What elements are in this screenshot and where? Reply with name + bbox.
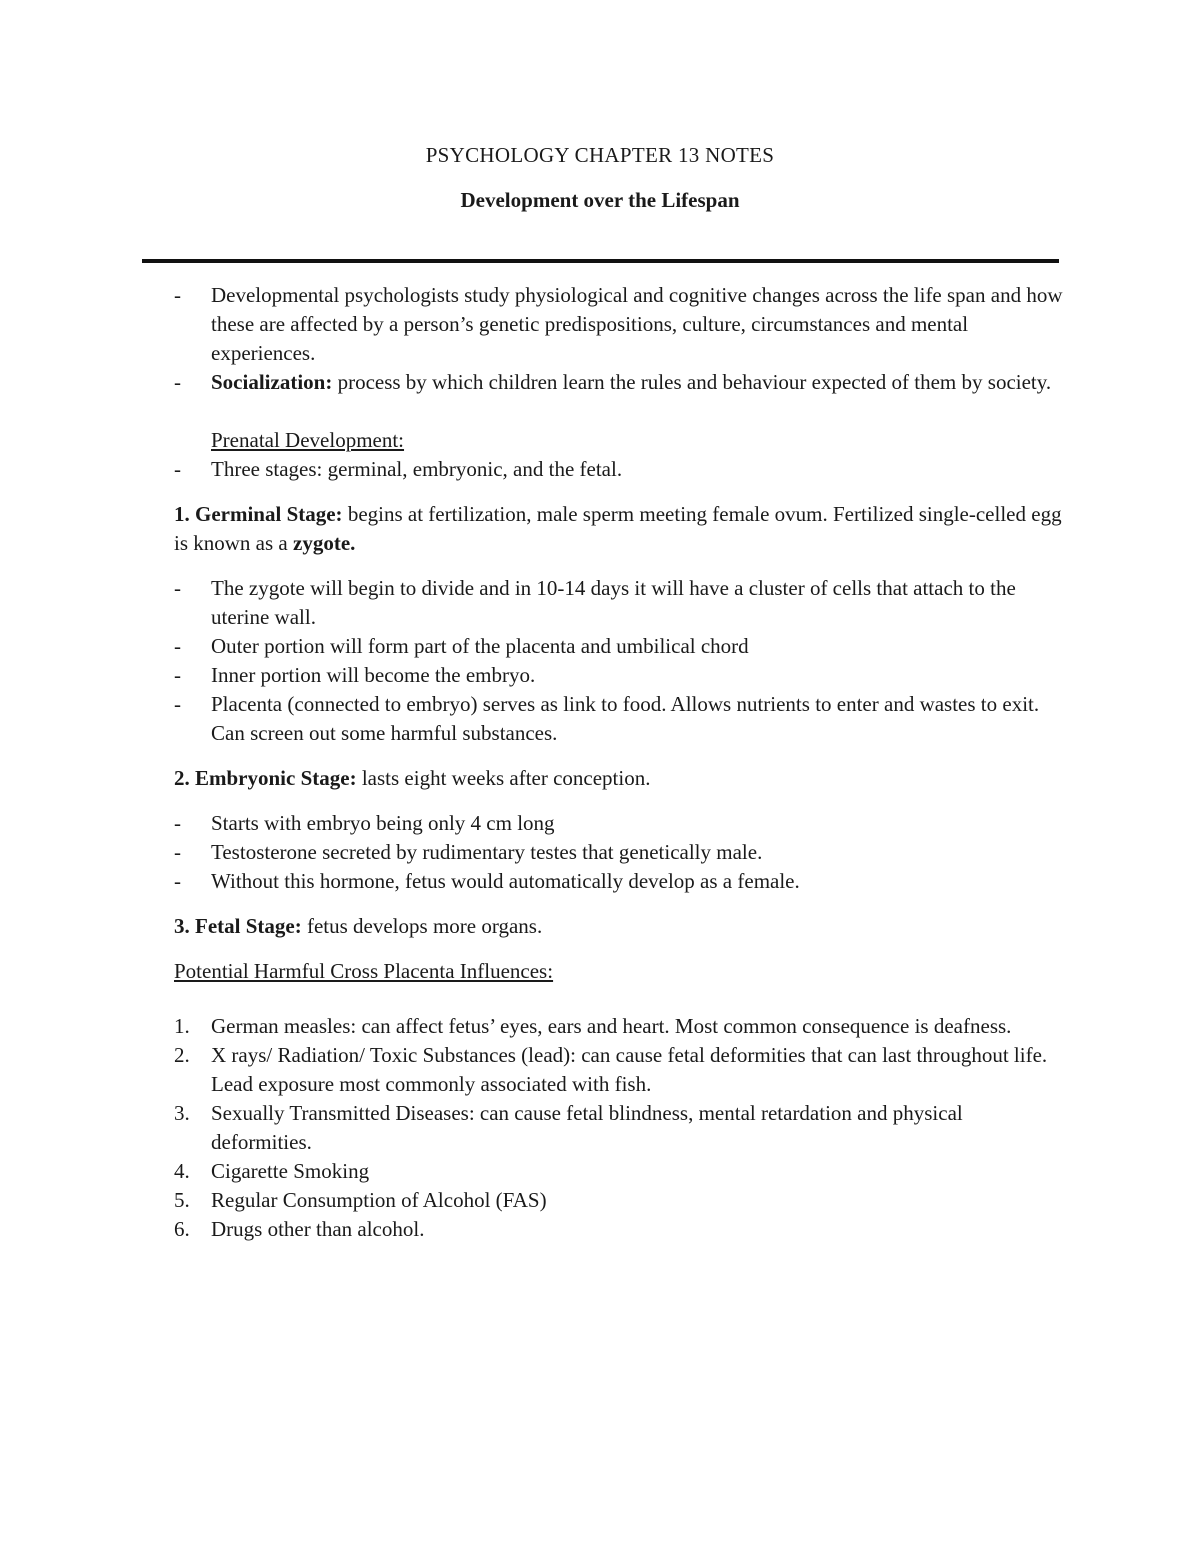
list-item-text: Regular Consumption of Alcohol (FAS) [211,1188,547,1212]
list-item [174,1041,1064,1099]
document-title: PSYCHOLOGY CHAPTER 13 NOTES [425,143,775,167]
list-item [174,1215,1064,1244]
list-item-text: X rays/ Radiation/ Toxic Substances (lead): can cause fetal deformities that can last throughout life. Lead exposure most commonly associated with fish. [211,1043,1048,1096]
prenatal-section [174,426,1064,484]
list-item [174,281,1064,368]
fetal-text: fetus develops more organs. [301,914,543,938]
number-marker: 6. [174,1217,190,1241]
list-item [174,1186,1064,1215]
dash-marker: - [174,283,181,307]
germinal-list [174,574,1064,748]
influences-list [174,1012,1064,1244]
embryonic-text: lasts eight weeks after conception. [356,766,651,790]
term-socialization: Socialization: [211,370,333,394]
influences-heading: Potential Harmful Cross Placenta Influences: [174,959,554,983]
list-item [174,455,1064,484]
list-item-text: Outer portion will form part of the placenta and umbilical chord [211,634,749,658]
list-item-text: Drugs other than alcohol. [211,1217,425,1241]
list-item-text: Inner portion will become the embryo. [211,663,536,687]
list-item-text: The zygote will begin to divide and in 10-14 days it will have a cluster of cells that attach to the uterine wall. [211,576,1016,629]
prenatal-heading: Prenatal Development: [211,428,405,452]
list-item [174,809,1064,838]
list-item [174,1157,1064,1186]
document-subtitle: Development over the Lifespan [460,188,740,212]
list-item-text: process by which children learn the rules and behaviour expected of them by society. [332,370,1052,394]
germinal-text: begins at fertilization, male sperm meeting female ovum. Fertilized single-celled egg is known as a [174,502,1062,555]
list-item-text: Starts with embryo being only 4 cm long [211,811,555,835]
number-marker: 4. [174,1159,190,1183]
dash-marker: - [174,869,181,893]
list-item [174,1099,1064,1157]
fetal-label: 3. Fetal Stage: [174,914,302,938]
list-item [174,368,1064,397]
list-item [174,632,1064,661]
dash-marker: - [174,576,181,600]
section-heading-row [174,426,1064,455]
dash-marker: - [174,634,181,658]
list-item [174,867,1064,896]
intro-list [174,281,1064,397]
list-item [174,838,1064,867]
list-item [174,661,1064,690]
list-item-text: Developmental psychologists study physiological and cognitive changes across the life span and how these are affected by a person’s genetic predispositions, culture, circumstances and mental experiences. [211,283,1063,365]
embryonic-label: 2. Embryonic Stage: [174,766,357,790]
document-body [174,281,1064,1244]
list-item-text: Sexually Transmitted Diseases: can cause fetal blindness, mental retardation and physical deformities. [211,1101,963,1154]
number-marker: 5. [174,1188,190,1212]
list-item-text: Placenta (connected to embryo) serves as link to food. Allows nutrients to enter and wastes to exit. Can screen out some harmful substances. [211,692,1040,745]
dash-marker: - [174,663,181,687]
list-item-text: Cigarette Smoking [211,1159,370,1183]
list-item-text: Without this hormone, fetus would automatically develop as a female. [211,869,800,893]
zygote-term: zygote. [293,531,356,555]
embryonic-list [174,809,1064,896]
dash-marker: - [174,692,181,716]
dash-marker: - [174,811,181,835]
list-item-text: Three stages: germinal, embryonic, and the fetal. [211,457,623,481]
list-item [174,574,1064,632]
number-marker: 3. [174,1101,190,1125]
list-item-text: German measles: can affect fetus’ eyes, ears and heart. Most common consequence is deafness. [211,1014,1012,1038]
embryonic-paragraph [174,764,1064,793]
dash-marker: - [174,370,181,394]
number-marker: 1. [174,1014,190,1038]
list-item [174,1012,1064,1041]
dash-marker: - [174,457,181,481]
number-marker: 2. [174,1043,190,1067]
germinal-paragraph [174,500,1064,558]
horizontal-rule [142,259,1059,263]
dash-marker: - [174,840,181,864]
germinal-label: 1. Germinal Stage: [174,502,343,526]
list-item-text: Testosterone secreted by rudimentary testes that genetically male. [211,840,763,864]
list-item [174,690,1064,748]
fetal-paragraph [174,912,1064,941]
